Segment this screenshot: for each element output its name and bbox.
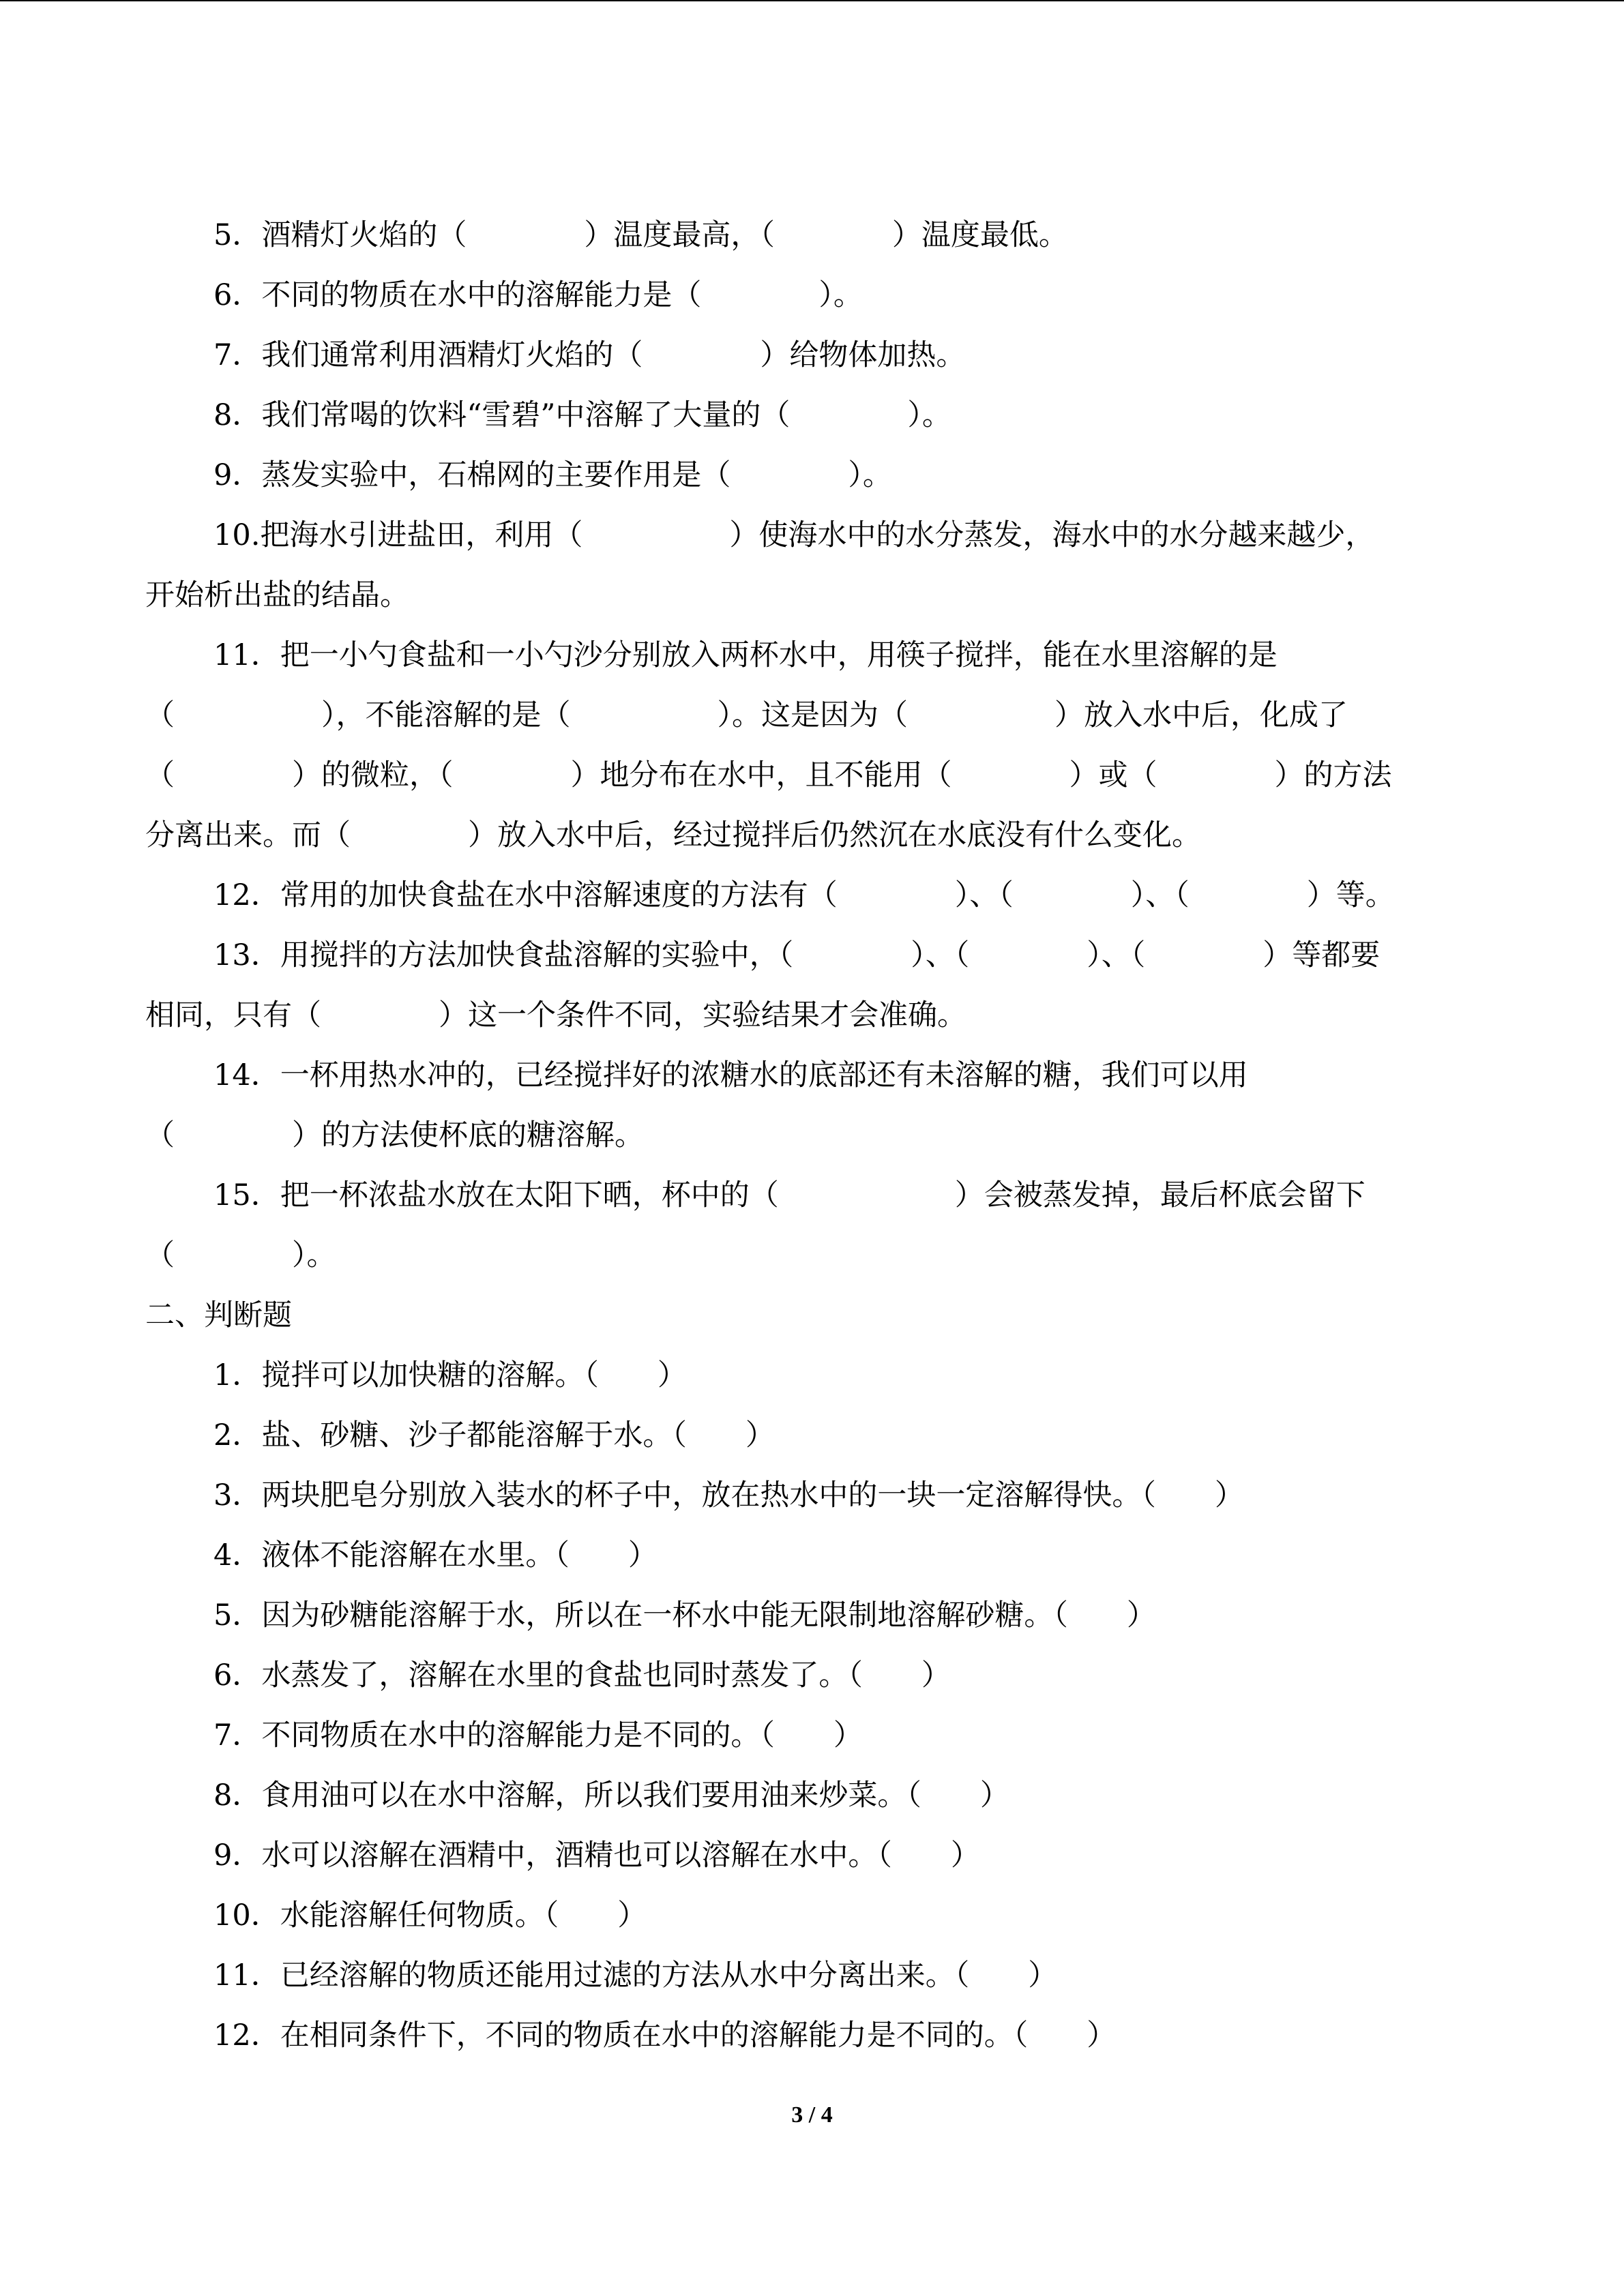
fill-q5 (0, 205, 1624, 265)
fill-q11-text-1: 11．把一小勺食盐和一小勺沙分别放入两杯水中，用筷子搅拌，能在水里溶解的是 (213, 638, 1278, 672)
fill-q11-text-2: （ ），不能溶解的是（ ）。这是因为（ ）放入水中后，化成了 (145, 698, 1348, 732)
fill-q15-line2 (0, 1225, 1624, 1285)
fill-q8 (0, 385, 1624, 445)
fill-q6 (0, 265, 1624, 325)
judge-item (0, 1885, 1624, 1945)
fill-q14-line2 (0, 1105, 1624, 1165)
fill-q11-line1 (0, 625, 1624, 685)
judge-item (0, 1705, 1624, 1765)
judge-item (0, 1405, 1624, 1465)
fill-q11-line3 (0, 745, 1624, 805)
fill-q13-line2 (0, 985, 1624, 1045)
page-number: 3 / 4 (791, 2102, 833, 2128)
fill-q12-text: 12．常用的加快食盐在水中溶解速度的方法有（ ）、（ ）、（ ）等。 (213, 878, 1395, 912)
judge-item (0, 1345, 1624, 1405)
fill-q14-line1 (0, 1045, 1624, 1105)
top-border (0, 0, 1624, 1)
judge-item-text: 5．因为砂糖能溶解于水，所以在一杯水中能无限制地溶解砂糖。（ ） (213, 1598, 1156, 1632)
judge-item-text: 8．食用油可以在水中溶解，所以我们要用油来炒菜。（ ） (213, 1778, 1009, 1813)
judge-item-text: 6．水蒸发了，溶解在水里的食盐也同时蒸发了。（ ） (213, 1658, 951, 1693)
fill-q7-text: 7．我们通常利用酒精灯火焰的（ ）给物体加热。 (213, 338, 966, 372)
fill-q10-text-2: 开始析出盐的结晶。 (145, 578, 409, 612)
judge-item (0, 1585, 1624, 1645)
judge-item-text: 10．水能溶解任何物质。（ ） (213, 1898, 647, 1933)
section-heading-judge (0, 1285, 1624, 1345)
fill-q10-line2 (0, 565, 1624, 625)
fill-q10-text-1: 10.把海水引进盐田，利用（ ）使海水中的水分蒸发，海水中的水分越来越少， (213, 518, 1375, 552)
judge-item (0, 1765, 1624, 1825)
fill-q14-text-2: （ ）的方法使杯底的糖溶解。 (145, 1118, 644, 1152)
fill-q15-text-1: 15．把一杯浓盐水放在太阳下晒，杯中的（ ）会被蒸发掉，最后杯底会留下 (213, 1178, 1365, 1212)
fill-q15-line1 (0, 1165, 1624, 1225)
fill-q13-text-2: 相同，只有（ ）这一个条件不同，实验结果才会准确。 (145, 998, 966, 1032)
fill-q11-line4 (0, 805, 1624, 865)
judge-item (0, 1525, 1624, 1585)
fill-q7 (0, 325, 1624, 385)
judge-item (0, 1945, 1624, 2006)
judge-item (0, 1465, 1624, 1525)
fill-q5-text: 5．酒精灯火焰的（ ）温度最高，（ ）温度最低。 (213, 218, 1068, 252)
judge-item-text: 9．水可以溶解在酒精中，酒精也可以溶解在水中。（ ） (213, 1838, 980, 1873)
fill-q11-text-3: （ ）的微粒，（ ）地分布在水中，且不能用（ ）或（ ）的方法 (145, 758, 1392, 792)
section-heading-text: 二、判断题 (145, 1298, 292, 1332)
judge-item-text: 3．两块肥皂分别放入装水的杯子中，放在热水中的一块一定溶解得快。（ ） (213, 1478, 1244, 1512)
fill-q10-line1 (0, 505, 1624, 565)
judge-item (0, 1825, 1624, 1885)
fill-q9 (0, 445, 1624, 505)
judge-item-text: 12．在相同条件下，不同的物质在水中的溶解能力是不同的。（ ） (213, 2018, 1117, 2053)
fill-q12 (0, 865, 1624, 925)
judge-item-text: 11．已经溶解的物质还能用过滤的方法从水中分离出来。（ ） (213, 1958, 1058, 1993)
fill-q14-text-1: 14．一杯用热水冲的，已经搅拌好的浓糖水的底部还有未溶解的糖，我们可以用 (213, 1058, 1248, 1092)
fill-q15-text-2: （ ）。 (145, 1238, 336, 1272)
fill-q11-text-4: 分离出来。而（ ）放入水中后，经过搅拌后仍然沉在水底没有什么变化。 (145, 818, 1201, 852)
fill-q9-text: 9．蒸发实验中，石棉网的主要作用是（ ）。 (213, 458, 892, 492)
judge-item-text: 7．不同物质在水中的溶解能力是不同的。（ ） (213, 1718, 863, 1753)
fill-q11-line2 (0, 685, 1624, 745)
judge-item (0, 1645, 1624, 1705)
judge-item-text: 2．盐、砂糖、沙子都能溶解于水。（ ） (213, 1418, 775, 1452)
fill-q13-line1 (0, 925, 1624, 985)
fill-q6-text: 6．不同的物质在水中的溶解能力是（ ）。 (213, 278, 863, 312)
fill-q13-text-1: 13．用搅拌的方法加快食盐溶解的实验中，（ ）、（ ）、（ ）等都要 (213, 938, 1381, 972)
fill-q8-text: 8．我们常喝的饮料“雪碧”中溶解了大量的（ ）。 (213, 398, 951, 432)
judge-item-text: 4．液体不能溶解在水里。（ ） (213, 1538, 658, 1572)
judge-item (0, 2006, 1624, 2066)
judge-item-text: 1．搅拌可以加快糖的溶解。（ ） (213, 1358, 687, 1392)
